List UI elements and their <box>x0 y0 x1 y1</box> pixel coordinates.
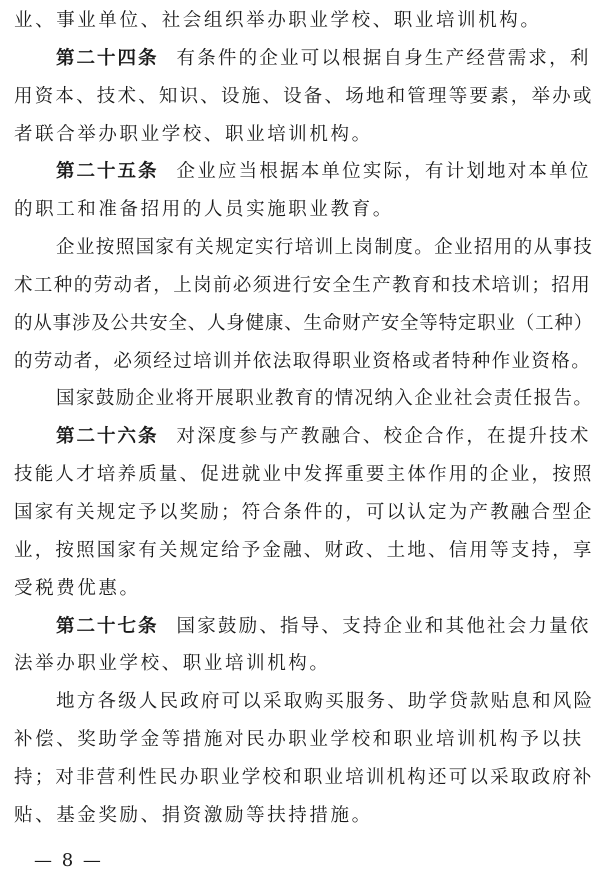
line-text: 用资本、技术、知识、设施、设备、场地和管理等要素，举办或 <box>14 85 594 107</box>
line-text: 有条件的企业可以根据自身生产经营需求，利 <box>176 47 591 69</box>
line-text: 技能人才培养质量、促进就业中发挥重要主体作用的企业，按照 <box>14 464 594 486</box>
line-text: 国家鼓励、指导、支持企业和其他社会力量依 <box>176 615 591 637</box>
line-text: 者联合举办职业学校、职业培训机构。 <box>14 123 373 145</box>
line-text: 国家有关规定予以奖励；符合条件的，可以认定为产教融合型企 <box>14 501 594 523</box>
line-text: 业，按照国家有关规定给予金融、财政、土地、信用等支持，享 <box>14 539 594 561</box>
line-text: 术工种的劳动者，上岗前必须进行安全生产教育和技术培训；招用 <box>14 274 592 296</box>
text-line <box>14 418 594 456</box>
line-text: 持；对非营利性民办职业学校和职业培训机构还可以采取政府补 <box>14 766 594 788</box>
text-line <box>14 380 594 418</box>
text-line <box>14 456 594 494</box>
text-line <box>14 759 594 797</box>
text-line <box>14 570 594 608</box>
text-line <box>14 608 594 646</box>
text-line <box>14 797 594 835</box>
line-text: 受税费优惠。 <box>14 577 141 599</box>
text-line <box>14 116 594 154</box>
line-text: 业、事业单位、社会组织举办职业学校、职业培训机构。 <box>14 10 542 31</box>
text-line <box>14 191 594 229</box>
line-text: 企业按照国家有关规定实行培训上岗制度。企业招用的从事技 <box>56 237 594 259</box>
text-line <box>14 229 594 267</box>
line-text: 地方各级人民政府可以采取购买服务、助学贷款贴息和风险 <box>56 691 595 713</box>
line-text: 的职工和准备招用的人员实施职业教育。 <box>14 199 394 221</box>
text-line <box>14 645 594 683</box>
text-line <box>14 305 594 343</box>
line-text: 补偿、奖助学金等措施对民办职业学校和职业培训机构予以扶 <box>14 729 584 751</box>
text-line <box>14 494 594 532</box>
article-heading: 第二十五条 <box>56 161 159 183</box>
text-line <box>14 532 594 570</box>
line-text: 法举办职业学校、职业培训机构。 <box>14 653 331 675</box>
line-text: 国家鼓励企业将开展职业教育的情况纳入企业社会责任报告。 <box>56 388 594 410</box>
article-heading: 第二十四条 <box>56 47 159 69</box>
line-text: 对深度参与产教融合、校企合作，在提升技术 <box>176 426 591 448</box>
line-text: 企业应当根据本单位实际，有计划地对本单位 <box>176 161 591 183</box>
text-line <box>14 721 594 759</box>
article-heading: 第二十六条 <box>56 426 159 448</box>
article-heading: 第二十七条 <box>56 615 159 637</box>
text-line <box>14 2 594 40</box>
body-text <box>14 2 594 835</box>
text-line <box>14 343 594 381</box>
text-line <box>14 40 594 78</box>
line-text: 贴、基金奖励、捐资激励等扶持措施。 <box>14 804 373 826</box>
page-number: — 8 — <box>34 850 103 871</box>
text-line <box>14 683 594 721</box>
text-line <box>14 78 594 116</box>
line-text: 的从事涉及公共安全、人身健康、生命财产安全等特定职业（工种） <box>14 312 594 334</box>
text-line <box>14 153 594 191</box>
text-line <box>14 267 594 305</box>
line-text: 的劳动者，必须经过培训并依法取得职业资格或者特种作业资格。 <box>14 350 592 372</box>
